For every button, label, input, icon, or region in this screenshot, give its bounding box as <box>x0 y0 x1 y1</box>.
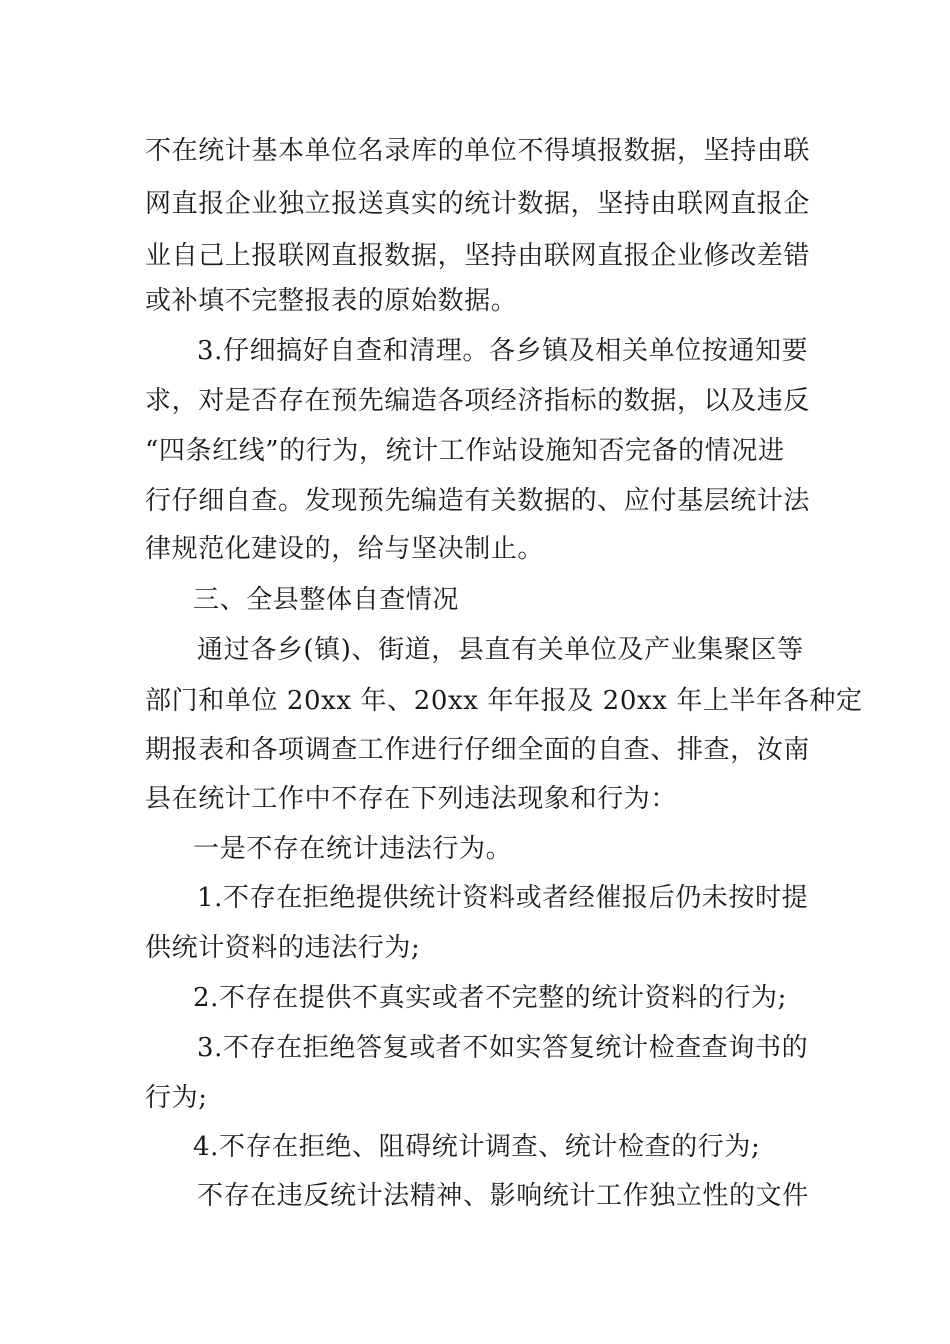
list-item: 2.不存在提供不真实或者不完整的统计资料的行为; <box>193 983 787 1013</box>
text-line: 不存在违反统计法精神、影响统计工作独立性的文件 <box>197 1181 809 1211</box>
text-line: 不在统计基本单位名录库的单位不得填报数据，坚持由联 <box>145 136 811 166</box>
text-line: 3.仔细搞好自查和清理。各乡镇及相关单位按通知要 <box>197 336 809 366</box>
text-line: 或补填不完整报表的原始数据。 <box>145 286 518 316</box>
text-line: 求，对是否存在预先编造各项经济指标的数据，以及违反 <box>145 386 811 416</box>
text-line: “四条红线”的行为，统计工作站设施知否完备的情况进 <box>145 436 785 466</box>
list-item: 1.不存在拒绝提供统计资料或者经催报后仍未按时提 <box>197 883 809 913</box>
list-item: 4.不存在拒绝、阻碍统计调查、统计检查的行为; <box>193 1132 761 1162</box>
list-item: 3.不存在拒绝答复或者不如实答复统计检查查询书的 <box>197 1033 809 1063</box>
text-line: 县在统计工作中不存在下列违法现象和行为： <box>145 784 678 814</box>
text-line: 部门和单位 20xx 年、20xx 年年报及 20xx 年上半年各种定 <box>145 686 863 716</box>
text-line: 一是不存在统计违法行为。 <box>193 834 513 864</box>
text-line: 业自己上报联网直报数据，坚持由联网直报企业修改差错 <box>145 241 811 271</box>
text-line: 期报表和各项调查工作进行仔细全面的自查、排查，汝南 <box>145 735 811 765</box>
text-line: 网直报企业独立报送真实的统计数据，坚持由联网直报企 <box>145 189 811 219</box>
section-heading: 三、全县整体自查情况 <box>193 585 460 615</box>
text-line: 供统计资料的违法行为; <box>145 933 421 963</box>
text-line: 行仔细自查。发现预先编造有关数据的、应付基层统计法 <box>145 486 811 516</box>
text-line: 通过各乡(镇)、街道，县直有关单位及产业集聚区等 <box>197 635 804 665</box>
text-line: 行为; <box>145 1083 208 1113</box>
text-line: 律规范化建设的，给与坚决制止。 <box>145 534 545 564</box>
